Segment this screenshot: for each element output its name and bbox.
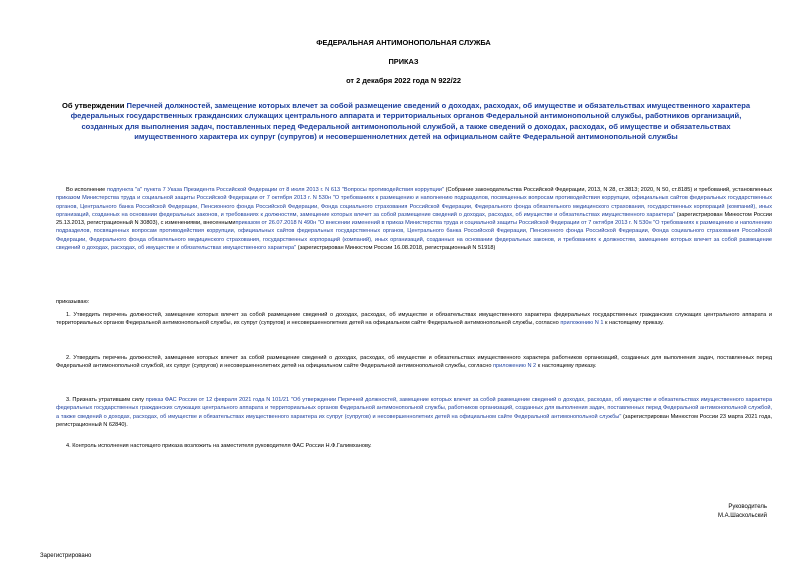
item-2-paragraph — [56, 354, 772, 371]
item-3-text: 3. Признать утратившим силу — [66, 397, 146, 403]
registered-label: Зарегистрировано — [40, 553, 92, 559]
document-date-number: от 2 декабря 2022 года N 922/22 — [346, 76, 461, 85]
intro-paragraph — [56, 186, 772, 252]
order-101-21-link[interactable]: приказ ФАС России от 12 февраля 2021 года N 101/21 "Об утверждении Перечней должностей, замещение которых влечет за собой размещение сведений о доходах, расходах, об имуществе и обязательствах имущественного характера федеральных государственных гражданских служащих центрального аппарата и территориальных органов Федеральной антимонопольной службы, работников организаций, созданных для выполнения задач, поставленных перед Федеральной антимонопольной службой, а также сведений о доходах, расходах, об имуществе и обязательствах имущественного характера их супруг (супругов) и несовершеннолетних детей на официальном сайте Федеральной антимонопольной службы" — [56, 397, 773, 420]
signatory-name: М.А.Шаскольский — [717, 513, 767, 519]
item-1-tail: к настоящему приказу. — [603, 320, 664, 327]
order-490n-link[interactable]: приказом от 26.07.2018 N 490н "О внесении изменений в приказ Министерства труда и социальной защиты Российской Федерации от 7 октября 2013 г. N 530н "О требованиях к размещению и наполнению подразделов, посвященных вопросам противодействия коррупции, официальных сайтов федеральных государственных органов, Центрального банка Российской Федерации, Пенсионного фонда Российской Федерации, Фонда социального страхования Российской Федерации, Федерального фонда обязательного медицинского страхования, государственных корпораций (компаний), иных организаций, созданных на основании федеральных законов, и требованиях к должностям, замещение которых влечет за собой размещение сведений о доходах, расходах, об имуществе и обязательствах имущественного характера" — [56, 220, 772, 252]
item-2-tail: к настоящему приказу. — [536, 363, 597, 370]
decree-613-link[interactable]: подпункта "а" пункта 7 Указа Президента Российской Федерации от 8 июля 2013 г. N 613 "Вопросы противодействия коррупции" — [107, 187, 444, 193]
appendix-1-link[interactable]: приложению N 1 — [560, 320, 604, 327]
document-type: ПРИКАЗ — [388, 57, 419, 66]
signatory-position: Руководитель — [728, 504, 767, 510]
organization-name: ФЕДЕРАЛЬНАЯ АНТИМОНОПОЛЬНАЯ СЛУЖБА — [316, 38, 491, 47]
item-4-paragraph: 4. Контроль исполнения настоящего приказа возложить на заместителя руководителя ФАС России Н.Ф.Галимханову. — [66, 443, 372, 449]
intro-text-4: (зарегистрирован Минюстом России 16.08.2018, регистрационный N 51918) — [296, 245, 496, 252]
intro-text-1: Во исполнение — [66, 187, 107, 193]
intro-text-2: (Собрание законодательства Российской Федерации, 2013, N 28, ст.3813; 2020, N 50, ст.8185) и требований, установленных — [443, 187, 772, 193]
item-3-paragraph — [56, 396, 772, 429]
intro-text-3: (зарегистрирован Минюстом России 25.13.2013, регистрационный N 30803), с изменениями, внесенными — [56, 211, 773, 227]
appendix-2-link[interactable]: приложению N 2 — [493, 363, 537, 370]
item-2-text: 2. Утвердить перечень должностей, замещение которых влечет за собой размещение сведений о доходах, расходах, об имуществе и обязательствах имущественного характера работников организаций, созданных для выполнения задач, поставленных перед Федеральной антимонопольной службой, их супруг (супругов) и несовершеннолетних детей на официальном сайте Федеральной антимонопольной службы, согласно — [56, 355, 772, 370]
document-title — [56, 101, 756, 143]
item-1-paragraph — [56, 311, 772, 328]
order-530n-link[interactable]: приказом Министерства труда и социальной защиты Российской Федерации от 7 октября 2013 г. N 530н "О требованиях к размещению и наполнению подразделов, посвященных вопросам противодействия коррупции, официальных сайтов федеральных государственных органов, Центрального банка Российской Федерации, Пенсионного фонда Российской Федерации, Фонда социального страхования Российской Федерации, Федерального фонда обязательного медицинского страхования, государственных корпораций (компаний), иных организаций, созданных на основании федеральных законов, и требованиях к должностям, замещение которых влечет за собой размещение сведений о доходах, расходах, об имуществе и обязательствах имущественного характера" — [56, 195, 772, 218]
order-word: приказываю: — [56, 299, 90, 305]
item-1-text: 1. Утвердить перечень должностей, замещение которых влечет за собой размещение сведений о доходах, расходах, об имуществе и обязательствах имущественного характера федеральных государственных гражданских служащих центрального аппарата и территориальных органов Федеральной антимонопольной службы, их супруг (супругов) и несовершеннолетних детей на официальном сайте Федеральной антимонопольной службы, согласно — [56, 312, 772, 327]
title-prefix: Об утверждении — [61, 101, 127, 110]
title-link[interactable]: Перечней должностей, замещение которых влечет за собой размещение сведений о доходах, расходах, об имуществе и обязательствах имущественного характера федеральных государственных гражданских служащих центрального аппарата и территориальных органов Федеральной антимонопольной службы, работников организаций, созданных для выполнения задач, поставленных перед Федеральной антимонопольной службой, а также сведений о доходах, расходах, об имуществе и обязательствах имущественного характера их супруг (супругов) и несовершеннолетних детей на официальном сайте Федеральной антимонопольной службы — [70, 101, 751, 142]
item-3-tail: (зарегистрирован Минюстом России 23 марта 2021 года, регистрационный N 62840). — [56, 413, 772, 428]
